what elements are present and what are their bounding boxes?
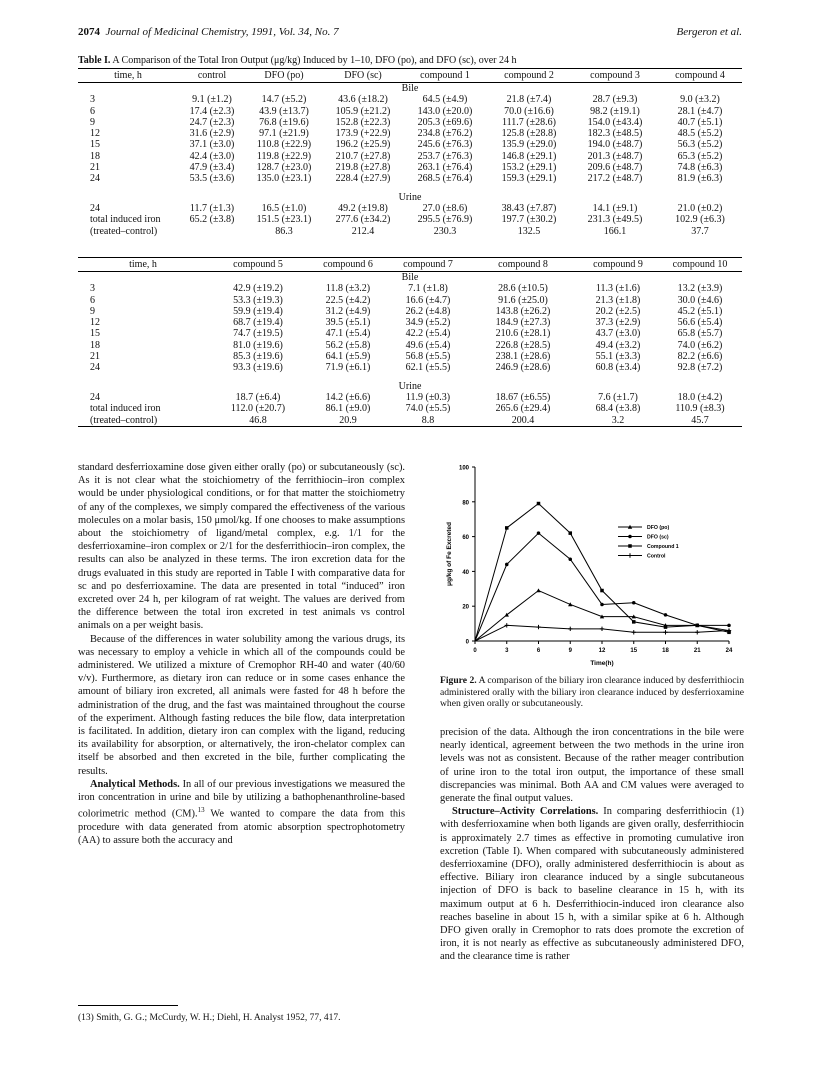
page-header [78, 26, 742, 42]
paragraph-precision: precision of the data. Although the iron concentrations in the bile were nearly identical, agreement between the two methods in the urine iron levels was not as consistent. Because of the rather meager contribution of urine iron to the total iron output, the importance of these small discrepancies was minimal. Both AA and CM values were averaged to generate the final output values. [440, 727, 744, 805]
section-heading-analytical: Analytical Methods. [90, 778, 180, 790]
table-cell: 110.9 (±8.3) [675, 403, 725, 415]
row-label: 9 [90, 305, 95, 317]
row-label: 15 [90, 328, 100, 340]
table-cell: 49.6 (±5.4) [405, 339, 451, 351]
series-dfo-po [475, 588, 731, 641]
x-tick-label: 24 [725, 648, 733, 654]
table-cell: 37.3 (±2.9) [595, 317, 641, 329]
table-row [78, 139, 742, 150]
legend-entry [618, 553, 666, 559]
row-label: 24 [90, 391, 100, 403]
row-label: 12 [90, 128, 100, 140]
row-label: 24 [90, 202, 100, 214]
table-cell: 47.1 (±5.4) [325, 328, 371, 340]
y-tick-label: 40 [462, 569, 469, 576]
table-cell: 11.9 (±0.3) [405, 391, 451, 403]
table-cell: 85.3 (±19.6) [233, 351, 283, 363]
spacer-row [78, 374, 742, 381]
table-row [78, 226, 742, 237]
table-cell: 47.9 (±3.4) [189, 162, 235, 174]
table-cell: 125.8 (±28.8) [501, 128, 557, 140]
y-axis-label: μg/kg of Fe Excreted [446, 522, 453, 586]
x-tick-label: 21 [693, 648, 701, 654]
table-cell: 17.4 (±2.3) [189, 105, 235, 117]
row-label: total induced iron [90, 403, 161, 415]
data-point [568, 557, 572, 561]
row-label: 21 [90, 162, 100, 174]
running-authors: Bergeron et al. [676, 26, 742, 38]
table-cell: 43.7 (±3.0) [595, 328, 641, 340]
section-row [78, 272, 742, 284]
table-cell: 28.6 (±10.5) [498, 283, 548, 295]
table-row [78, 151, 742, 162]
paragraph-methods-intro: standard desferrioxamine dose given either orally (po) or subcutaneously (sc). As it is not clear what the stoichiometry of the ferrithiocin–iron complex would be under physiological conditions, or for that matter the stoichiometry of any of the complexes, we simply compared the effectiveness of the various molecules on a molar basis, 150 μmol/kg. If one chooses to make assumptions about the stoichiometry of ligand/metal complex, e.g. 1/1 for the desferrioxamine–iron complex or 2/1 for the desferrithiocin–iron complex, the results can also be analyzed in these terms. The iron excretion data for the drugs evaluated in this study are reported in Table I with comparative data for sc and po desferrioxamine. The data are presented in total “induced” iron excreted over 24 h, per kilogram of rat weight. The values are derived from the difference between the total iron excreted in test animals vs control animals on a per weight basis. [78, 462, 405, 632]
chart-legend [618, 525, 679, 560]
table-cell: 16.6 (±4.7) [405, 294, 451, 306]
table-cell: 219.8 (±27.8) [335, 162, 391, 174]
table-cell: 135.0 (±23.1) [256, 173, 312, 185]
table-cell: 28.7 (±9.3) [592, 94, 638, 106]
table-cell: 46.8 [208, 415, 308, 427]
table-cell: 194.0 (±48.7) [587, 139, 643, 151]
table-cell: 60.8 (±3.4) [595, 362, 641, 374]
spacer-row [78, 185, 742, 192]
table-cell: 196.2 (±25.9) [335, 139, 391, 151]
table-cell: 11.3 (±1.6) [595, 283, 641, 295]
section-label: Urine [398, 380, 422, 392]
series-line [475, 504, 729, 641]
right-column-text [440, 726, 744, 964]
table-cell: 246.9 (±28.6) [495, 362, 551, 374]
table-cell: 112.0 (±20.7) [230, 403, 286, 415]
table-cell: 56.3 (±5.2) [677, 139, 723, 151]
table-row [78, 295, 742, 306]
table-cell: 31.6 (±2.9) [189, 128, 235, 140]
chart-axes [446, 466, 733, 668]
table-cell: 14.1 (±9.1) [592, 202, 638, 214]
table-row [78, 106, 742, 117]
table-cell: 143.8 (±26.2) [495, 305, 551, 317]
legend-label: Compound 1 [647, 544, 679, 550]
table-cell: 53.5 (±3.6) [189, 173, 235, 185]
table-cell: 40.7 (±5.1) [677, 116, 723, 128]
table-cell: 228.4 (±27.9) [335, 173, 391, 185]
series-compound-1 [475, 502, 731, 641]
table-cell: 14.2 (±6.6) [325, 391, 371, 403]
table-cell: 295.5 (±76.9) [417, 214, 473, 226]
table-cell: 65.3 (±5.2) [677, 150, 723, 162]
row-label: 24 [90, 362, 100, 374]
page-number: 2074 [78, 26, 100, 38]
table-cell: 263.1 (±76.4) [417, 162, 473, 174]
legend-entry [618, 535, 669, 541]
table-cell: 68.7 (±19.4) [233, 317, 283, 329]
column-header: compound 2 [486, 69, 572, 83]
table-cell: 159.3 (±29.1) [501, 173, 557, 185]
table-row [78, 306, 742, 317]
table-cell: 105.9 (±21.2) [335, 105, 391, 117]
figure-caption-text: A comparison of the biliary iron clearance induced by desferrithiocin administered orally with the biliary iron clearance induced by desferrioxamine when given orally or subcutaneously. [440, 675, 744, 710]
row-label: 3 [90, 283, 95, 295]
table-cell: 146.8 (±29.1) [501, 150, 557, 162]
column-header: DFO (po) [246, 69, 322, 83]
table-cell: 31.2 (±4.9) [325, 305, 371, 317]
reference-13: 13 [197, 806, 205, 815]
table-cell: 197.7 (±30.2) [501, 214, 557, 226]
table-cell: 86.3 [275, 225, 293, 237]
sar-text: In comparing desferrithiocin (1) with desferrioxamine when both ligands are given orally, desferrithiocin is approximately 2.7 times as effective in promoting cumulative iron excretion (Table I). When compared with subcutaneously administered desferrioxamine (DFO), orally administered desferrithiocin is about as effective. Biliary iron clearance induced by a single subcutaneous injection of DFO is back to baseline clearance in 15 h, with its maximum output at 6 h. Desferrithiocin-induced iron clearance also reaches baseline in about 15 h, with a similar spike at 6 h. Although DFO given orally in Cremophor to rats does promote the excretion of iron, it is not nearly as effective as subcutaneously administered DFO, and the clearance time is rather [440, 806, 744, 963]
footnote: (13) Smith, G. G.; McCurdy, W. H.; Diehl, H. Analyst 1952, 77, 417. [78, 1013, 341, 1023]
table-cell: 132.5 [517, 225, 541, 237]
table-cell: 24.7 (±2.3) [189, 116, 235, 128]
x-tick-label: 18 [662, 648, 669, 654]
table-cell: 212.4 [351, 225, 375, 237]
table-cell: 16.5 (±1.0) [261, 202, 307, 214]
table-cell: 226.8 (±28.5) [495, 339, 551, 351]
y-tick-label: 60 [462, 535, 469, 542]
column-header: compound 8 [468, 258, 578, 272]
table-cell: 22.5 (±4.2) [325, 294, 371, 306]
table-cell: 70.0 (±16.6) [504, 105, 554, 117]
data-point [632, 620, 636, 624]
table-row [78, 94, 742, 105]
table-cell: 98.2 (±19.1) [590, 105, 640, 117]
table-cell: 43.6 (±18.2) [338, 94, 388, 106]
table-row [78, 317, 742, 328]
table-cell: 59.9 (±19.4) [233, 305, 283, 317]
table-cell: 49.4 (±3.2) [595, 339, 641, 351]
table-cell: 210.6 (±28.1) [495, 328, 551, 340]
table-cell: 253.7 (±76.3) [417, 150, 473, 162]
table-cell: 45.2 (±5.1) [677, 305, 723, 317]
section-label: Bile [401, 272, 419, 283]
x-tick-label: 9 [568, 648, 572, 654]
column-header: compound 9 [578, 258, 658, 272]
table-cell: 81.9 (±6.3) [677, 173, 723, 185]
table-cell: 65.2 (±3.8) [189, 214, 235, 226]
row-label: 18 [90, 339, 100, 351]
x-axis-label: Time(h) [590, 660, 614, 667]
table-row [78, 340, 742, 351]
table-row [78, 128, 742, 139]
section-row [78, 381, 742, 392]
y-tick-label: 0 [465, 639, 469, 646]
table-cell: 7.1 (±1.8) [408, 283, 448, 295]
table-cell: 209.6 (±48.7) [587, 162, 643, 174]
table-cell: 74.7 (±19.5) [233, 328, 283, 340]
table-cell: 154.0 (±43.4) [587, 116, 643, 128]
paragraph-vehicle: Because of the differences in water solubility among the various drugs, its was necessary to employ a vehicle in which all of the compounds could be administered. We utilized a mixture of Cremophor RH-40 and water (40/60 v/v). Furthermore, as dietary iron can reduce or in some cases enhance the amount of biliary iron excreted, all animals were fasted for 48 h before the administration of the drug, and the fast was maintained throughout the course of the experiment. Although fasting reduces the bile flow, data interpretation is facilitated. In addition, dietary iron can complex with the ligand, reducing its availability for absorption, or alternatively, the iron-chelator complex can itself be absorbed and then excreted in the bile, further complicating the results. [78, 633, 405, 777]
data-point [568, 531, 572, 535]
table-cell: 238.1 (±28.6) [495, 351, 551, 363]
left-column-text [78, 461, 405, 847]
table-cell: 21.3 (±1.8) [595, 294, 641, 306]
row-label: (treated–control) [90, 225, 158, 237]
table-cell: 56.8 (±5.5) [405, 351, 451, 363]
table-cell: 37.7 [691, 225, 709, 237]
table-cell: 74.8 (±6.3) [677, 162, 723, 174]
table-cell: 27.0 (±8.6) [422, 202, 468, 214]
table-cell: 65.8 (±5.7) [677, 328, 723, 340]
data-point [632, 601, 636, 605]
header-left [78, 26, 339, 38]
table-cell: 8.8 [388, 415, 468, 427]
table-cell: 55.1 (±3.3) [595, 351, 641, 363]
x-tick-label: 3 [505, 648, 509, 654]
table-cell: 245.6 (±76.3) [417, 139, 473, 151]
legend-entry [618, 525, 669, 531]
table-cell: 11.8 (±3.2) [325, 283, 371, 295]
table-cell: 28.1 (±4.7) [677, 105, 723, 117]
figure-2-chart [420, 455, 750, 677]
table-row [78, 203, 742, 214]
table-cell: 62.1 (±5.5) [405, 362, 451, 374]
section-heading-sar: Structure–Activity Correlations. [452, 806, 599, 818]
table-row [78, 403, 742, 414]
table-cell: 56.6 (±5.4) [677, 317, 723, 329]
x-tick-label: 15 [630, 648, 638, 654]
table-row [78, 214, 742, 225]
data-point [537, 531, 541, 535]
table-label: Table I. [78, 55, 111, 66]
section-row [78, 192, 742, 203]
table-cell: 230.3 [433, 225, 457, 237]
table-cell: 64.5 (±4.9) [422, 94, 468, 106]
table-cell: 37.1 (±3.0) [189, 139, 235, 151]
data-point [695, 624, 699, 628]
section-label: Bile [401, 83, 419, 94]
table-cell [178, 226, 246, 237]
table-cell: 205.3 (±69.6) [417, 116, 473, 128]
table-cell: 173.9 (+22.9) [335, 128, 391, 140]
series-line [475, 533, 729, 641]
column-header: control [178, 69, 246, 83]
column-header: time, h [78, 69, 178, 83]
table-cell: 93.3 (±19.6) [233, 362, 283, 374]
table-cell: 81.0 (±19.6) [233, 339, 283, 351]
table-cell: 20.2 (±2.5) [595, 305, 641, 317]
table-row [78, 173, 742, 184]
table-cell: 277.6 (±34.2) [335, 214, 391, 226]
y-tick-label: 100 [458, 465, 469, 472]
table-row [78, 351, 742, 362]
data-point [628, 535, 632, 539]
table-cell: 38.43 (±7.87) [501, 202, 557, 214]
data-point [536, 588, 540, 592]
table-cell: 18.0 (±4.2) [677, 391, 723, 403]
table-cell: 184.9 (±27.3) [495, 317, 551, 329]
table-cell: 82.2 (±6.6) [677, 351, 723, 363]
table-cell: 268.5 (±76.4) [417, 173, 473, 185]
table-cell: 42.9 (±19.2) [233, 283, 283, 295]
journal-citation: Journal of Medicinal Chemistry, 1991, Vol. 34, No. 7 [105, 26, 339, 38]
row-label: 12 [90, 317, 100, 329]
table-cell: 74.0 (±5.5) [405, 403, 451, 415]
table-cell: 71.9 (±6.1) [325, 362, 371, 374]
series-dfo-sc [475, 531, 731, 641]
table-cell: 42.4 (±3.0) [189, 150, 235, 162]
column-header: time, h [78, 258, 208, 272]
table-cell: 234.8 (±76.2) [417, 128, 473, 140]
row-label: (treated–control) [78, 415, 208, 427]
column-header: compound 3 [572, 69, 658, 83]
row-label: 18 [90, 150, 100, 162]
table-cell: 18.67 (±6.55) [495, 391, 551, 403]
row-label: 21 [90, 351, 100, 363]
table-cell: 74.0 (±6.2) [677, 339, 723, 351]
table-row [78, 162, 742, 173]
table-cell: 9.1 (±1.2) [192, 94, 232, 106]
y-tick-label: 80 [462, 500, 469, 507]
table-row [78, 117, 742, 128]
table-cell: 200.4 [468, 415, 578, 427]
table-cell: 217.2 (±48.7) [587, 173, 643, 185]
column-header: compound 1 [404, 69, 486, 83]
table-cell: 34.9 (±5.2) [405, 317, 451, 329]
table-cell: 265.6 (±29.4) [495, 403, 551, 415]
row-label: 6 [90, 105, 95, 117]
data-point [505, 526, 509, 530]
column-header: compound 5 [208, 258, 308, 272]
analytical-text-a: In all of our previous investigations we measured the iron concentration in urine and bile by utilizing a bathophenanthroline-based colorimetric method (CM). [78, 778, 405, 820]
table-cell: 30.0 (±4.6) [677, 294, 723, 306]
table-cell: 11.7 (±1.3) [189, 202, 235, 214]
row-label: 6 [90, 294, 95, 306]
section-row [78, 83, 742, 95]
table-cell: 64.1 (±5.9) [325, 351, 371, 363]
table-row [78, 362, 742, 373]
table-row [78, 392, 742, 403]
table-cell: 43.9 (±13.7) [259, 105, 309, 117]
legend-entry [618, 544, 679, 550]
table-cell: 119.8 (±22.9) [256, 150, 312, 162]
legend-label: DFO (po) [647, 525, 670, 531]
table-cell: 13.2 (±3.9) [677, 283, 723, 295]
y-tick-label: 20 [462, 604, 469, 611]
table-cell: 3.2 [578, 415, 658, 427]
table-cell: 53.3 (±19.3) [233, 294, 283, 306]
table-cell: 49.2 (±19.8) [338, 202, 388, 214]
data-point [664, 613, 668, 617]
table-cell: 14.7 (±5.2) [261, 94, 307, 106]
table-cell: 152.8 (±22.3) [335, 116, 391, 128]
figure-label: Figure 2. [440, 675, 477, 686]
data-point [505, 563, 509, 567]
legend-label: Control [647, 553, 666, 560]
table-cell: 143.0 (±20.0) [417, 105, 473, 117]
iron-output-table-part1 [78, 68, 742, 237]
row-label: total induced iron [90, 214, 161, 226]
table-row [78, 415, 742, 427]
table-cell: 153.2 (±29.1) [501, 162, 557, 174]
row-label: 9 [90, 116, 95, 128]
table-cell: 110.8 (±22.9) [256, 139, 312, 151]
table-cell: 21.8 (±7.4) [506, 94, 552, 106]
x-tick-label: 6 [536, 648, 541, 654]
table-cell: 18.7 (±6.4) [235, 391, 281, 403]
data-point [664, 625, 668, 629]
column-header: compound 10 [658, 258, 742, 272]
column-header: compound 4 [658, 69, 742, 83]
table-cell: 45.7 [658, 415, 742, 427]
chart-series [475, 502, 731, 641]
column-header: compound 7 [388, 258, 468, 272]
data-point [628, 544, 632, 548]
analytical-text-b: We wanted to compare the data from this procedure with data generated from atomic absorption spectrophotometry (AA) to assure both the accuracy and [78, 808, 405, 847]
table-cell: 166.1 [603, 225, 627, 237]
table-cell: 102.9 (±6.3) [675, 214, 725, 226]
table-cell: 48.5 (±5.2) [677, 128, 723, 140]
table-cell: 56.2 (±5.8) [325, 339, 371, 351]
table-cell: 135.9 (±29.0) [501, 139, 557, 151]
table-cell: 91.6 (±25.0) [498, 294, 548, 306]
table-cell: 86.1 (±9.0) [325, 403, 371, 415]
row-label: 3 [90, 94, 95, 106]
paragraph-sar [440, 805, 744, 963]
x-tick-label: 12 [598, 648, 606, 654]
table-cell: 182.3 (±48.5) [587, 128, 643, 140]
table-cell: 210.7 (±27.8) [335, 150, 391, 162]
column-header: DFO (sc) [322, 69, 404, 83]
table-cell: 111.7 (±28.6) [502, 116, 556, 128]
table-caption [78, 55, 517, 66]
x-tick-label: 0 [473, 648, 477, 654]
table-cell: 39.5 (±5.1) [325, 317, 371, 329]
section-label: Urine [398, 191, 422, 203]
table-cell: 7.6 (±1.7) [598, 391, 638, 403]
table-cell: 151.5 (±23.1) [256, 214, 312, 226]
data-point [600, 589, 604, 593]
table-row [78, 283, 742, 294]
table-cell: 9.0 (±3.2) [680, 94, 720, 106]
table-caption-text: A Comparison of the Total Iron Output (μg/kg) Induced by 1–10, DFO (po), and DFO (sc), over 24 h [112, 55, 517, 66]
legend-label: DFO (sc) [647, 534, 669, 541]
table-cell: 128.7 (±23.0) [256, 162, 312, 174]
table-cell: 231.3 (±49.5) [587, 214, 643, 226]
row-label: 15 [90, 139, 100, 151]
row-label: 24 [90, 173, 100, 185]
table-row [78, 328, 742, 339]
table-cell: 42.2 (±5.4) [405, 328, 451, 340]
data-point [600, 603, 604, 607]
table-cell: 97.1 (±21.9) [259, 128, 309, 140]
table-cell: 26.2 (±4.8) [405, 305, 451, 317]
footnote-rule [78, 1005, 178, 1006]
iron-output-table-part2 [78, 257, 742, 427]
figure-caption [440, 675, 744, 710]
table-cell: 68.4 (±3.8) [595, 403, 641, 415]
data-point [727, 624, 731, 628]
table-cell: 20.9 [308, 415, 388, 427]
data-point [537, 502, 541, 506]
column-header: compound 6 [308, 258, 388, 272]
paragraph-analytical [78, 778, 405, 847]
table-cell: 21.0 (±0.2) [677, 202, 723, 214]
table-cell: 76.8 (±19.6) [259, 116, 309, 128]
table-cell: 201.3 (±48.7) [587, 150, 643, 162]
table-cell: 92.8 (±7.2) [677, 362, 723, 374]
